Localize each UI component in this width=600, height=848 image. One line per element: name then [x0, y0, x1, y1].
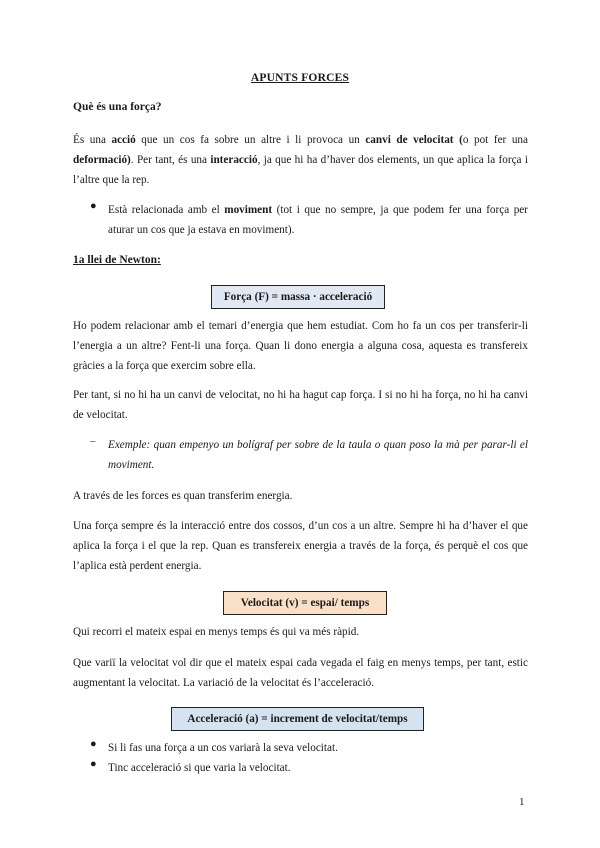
formula-box-force: Força (F) = massa · acceleració	[211, 285, 385, 309]
bullet-icon: ●	[90, 738, 97, 750]
page-title: APUNTS FORCES	[250, 72, 350, 84]
bullet-icon: ●	[90, 200, 97, 212]
text: Està relacionada amb el	[108, 204, 225, 216]
bold-term: canvi de velocitat (	[365, 134, 463, 146]
formula-box-acceleration: Acceleració (a) = increment de velocitat/temps	[171, 707, 424, 731]
page-number: 1	[519, 796, 525, 808]
text: que un cos fa sobre un altre i li provoca un	[135, 134, 366, 146]
bullet-icon: ●	[90, 758, 97, 770]
section-heading-newton: 1a llei de Newton:	[73, 254, 161, 266]
paragraph-transfer: A través de les forces es quan transferim energia.	[73, 490, 293, 502]
section-heading-what-is-force: Què és una força?	[73, 101, 162, 113]
bold-term: interacció	[210, 154, 258, 166]
list-item: Si li fas una força a un cos variarà la seva velocitat.	[108, 742, 338, 754]
example-italic: Exemple: quan empenyo un bolígraf per sobre de la taula o quan poso la mà per parar-li el moviment.	[108, 439, 528, 471]
list-item: Tinc acceleració si que varia la velocitat.	[108, 762, 291, 774]
dash-icon: –	[90, 435, 96, 447]
paragraph-no-change: Per tant, si no hi ha un canvi de velocitat, no hi ha hagut cap força. I si no hi ha força, no hi ha canvi de velocitat.	[73, 389, 528, 421]
bold-term: deformació)	[73, 154, 131, 166]
text: És una	[73, 134, 112, 146]
paragraph-acceleration: Que variï la velocitat vol dir que el mateix espai cada vegada el faig en menys temps, per tant, estic augmentant la velocitat. La variació de la velocitat és l’acceleració.	[73, 657, 528, 689]
text: (tot i que no sempre, ja que podem fer una força per aturar un cos que ja estava en moviment).	[108, 204, 528, 236]
bullet-movement	[108, 200, 528, 240]
paragraph-interaction: Una força sempre és la interacció entre dos cossos, d’un cos a un altre. Sempre hi ha d’haver el que aplica la força i el que la rep. Quan es transfereix energia a través de la força, és perquè el cos que l’aplica està perdent energia.	[73, 520, 528, 572]
formula-box-velocity: Velocitat (v) = espai/ temps	[223, 591, 387, 615]
paragraph-energy: Ho podem relacionar amb el temari d’energia que hem estudiat. Com ho fa un cos per transferir-li l’energia a un altre? Fent-li una força. Quan li dono energia a alguna cosa, aquesta es transfereix gràcies a la força que exercim sobre ella.	[73, 320, 528, 372]
paragraph-faster: Qui recorri el mateix espai en menys temps és qui va més ràpid.	[73, 626, 360, 638]
text: . Per tant, és una	[130, 154, 211, 166]
example-text	[108, 435, 528, 475]
bold-term: moviment	[224, 204, 273, 216]
bold-term: acció	[111, 134, 136, 146]
paragraph-definition	[73, 130, 528, 190]
text: o pot fer una	[462, 134, 528, 146]
text: , ja que hi ha d’haver dos elements, un que aplica la força i l’altre que la rep.	[73, 154, 528, 186]
